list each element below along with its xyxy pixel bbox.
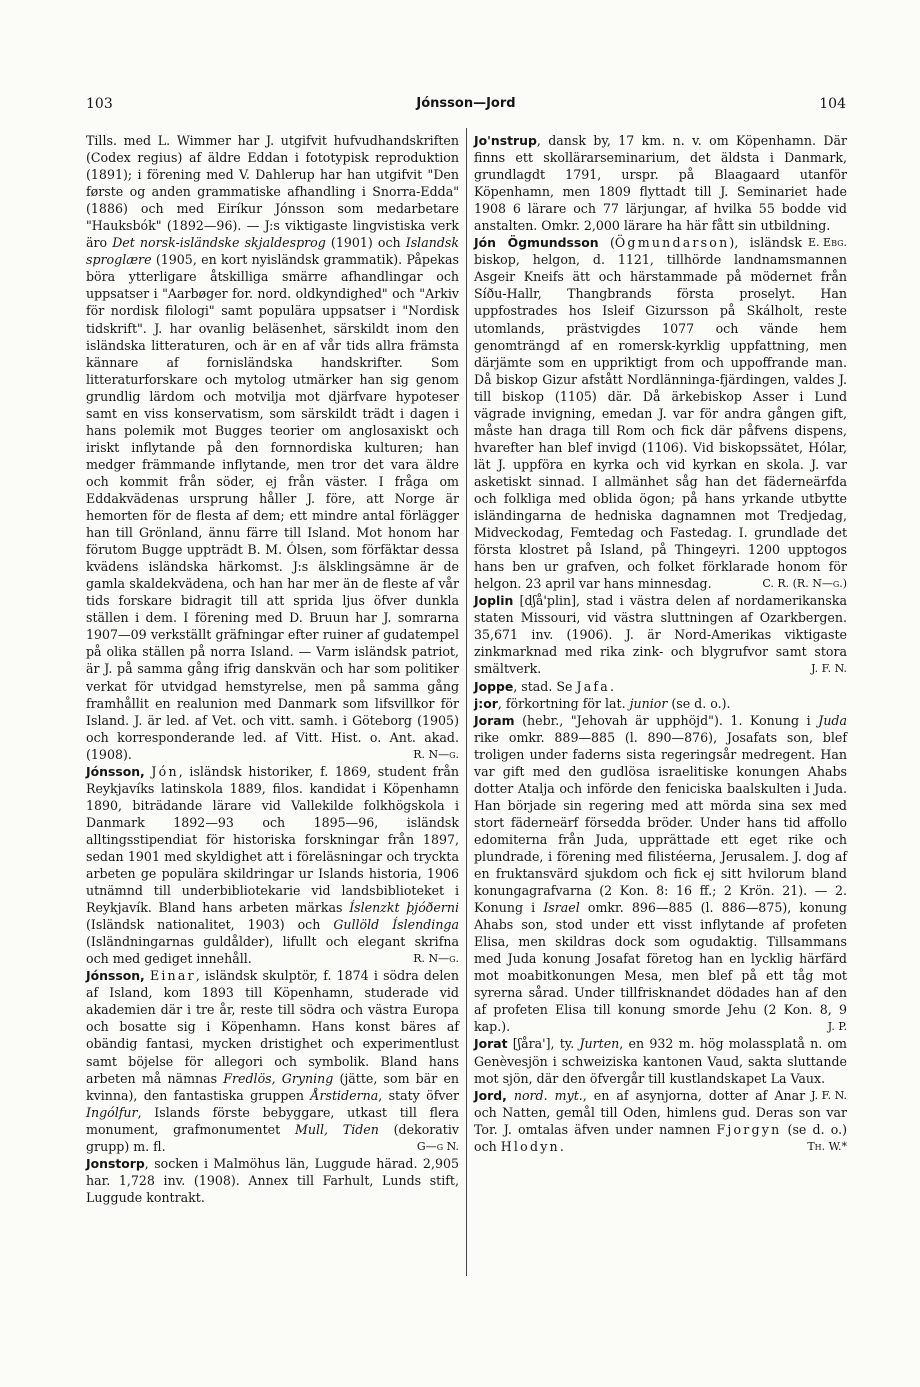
signature: C. R. (R. N—g.) <box>762 577 847 591</box>
running-title: Jónsson—Jord <box>416 96 516 111</box>
entry-joppe: Joppe, stad. Se Jafa. <box>474 678 615 694</box>
headword: Joppe <box>474 678 514 694</box>
headword: Jónsson, <box>86 968 145 984</box>
signature: J. P. <box>827 1020 847 1034</box>
headword: Joplin <box>474 593 514 609</box>
signature: R. N—g. <box>413 952 459 966</box>
headword: Jorat <box>474 1036 508 1052</box>
headword: Jónsson, <box>86 763 145 779</box>
entry-jonstorp: Jonstorp, socken i Malmöhus län, Luggude härad. 2,905 har. 1,728 inv. (1908). Annex till Farhult, Lunds stift, Luggude kontrakt. <box>86 1155 459 1205</box>
headword: Jonstorp <box>86 1155 145 1171</box>
right-page-number: 104 <box>819 96 846 112</box>
headword: Jo'nstrup <box>474 133 537 148</box>
entry-jonstrup: Jo'nstrup, dansk by, 17 km. n. v. om Köpenhamn. Där finns ett skollärarseminarium, det äldsta i Danmark, grundlagdt 1791, urspr. på Blaagaard utanför Köpenhamn, men 1809 flyttadt till J. Seminariet hade 1908 6 lärare och 77 lärjungar, af hvilka 55 bodde vid anstalten. Omkr. 2,000 lärare ha här fått sin utbildning. E. Ebg. <box>474 132 847 234</box>
headword: Jón Ögmundsson <box>474 235 599 251</box>
headword: j:or <box>474 695 498 711</box>
column-divider <box>466 128 467 1276</box>
signature: Th. W.* <box>807 1139 847 1153</box>
signature: J. F. N. <box>811 1088 847 1102</box>
left-column <box>86 132 459 1206</box>
signature: J. F. N. <box>811 662 847 676</box>
signature: R. N—g. <box>413 747 459 761</box>
entry-joram: Joram (hebr., "Jehovah är upphöjd"). 1. Konung i Juda rike omkr. 889—885 (l. 890—876), Josafats son, blef troligen under faderns sista regeringsår medregent. Han var gift med den gudlösa israelitiske konungen Ahabs dotter Atalja och införde den feniciska baalskulten i Juda. Han började sin regering med att mörda sina sex med stort fäderneärf försedda bröder. Under hans tid affollo edomiterna från Juda, upprättade ett eget rike och plundrade, i förening med filistéerna, Jerusalem. J. dog af en fruktansvärd sjukdom och fick ej sitt hvilorum bland konungagrafvarna (2 Kon. 8: 16 ff.; 2 Krön. 21). — 2. Konung i Israel omkr. 896—885 (l. 886—875), konung Ahabs son, stod under ett visst inflytande af profeten Elisa, men skildras dock som ogudaktig. Tillsammans med Juda konung Josafat företog han en lycklig härfärd mot moabitkonungen Mesa, men blef på ett tåg mot syrerna sårad. Under tillfrisknandet dödades han af den af profeten Elisa till konung smorde Jehu (2 Kon. 8, 9 kap.). J. P. <box>474 712 847 1035</box>
entry-jonsson-jon: Jónsson, Jón, isländsk historiker, f. 1869, student från Reykjavíks latinskola 1889, filos. kandidat i Köpenhamn 1890, biträdande lärare vid Vallekilde folkhögskola i Danmark 1892—93 och 1895—96, isländsk alltingsstipendiat för historiska forskningar från 1897, sedan 1901 med skyldighet att i föreläsningar och tryckta arbeten ge populära skildringar ur Islands historia, 1906 utnämnd till underbibliotekarie vid landsbiblioteket i Reykjavík. Bland hans arbeten märkas Íslenzkt þjóðerni (Isländsk nationalitet, 1903) och Gullöld Íslendinga (Isländningarnas guldålder), lifullt och elegant skrifna och med gediget innehåll. R. N—g. <box>86 763 460 967</box>
entry-jonsson-finnur-continued: Tills. med L. Wimmer har J. utgifvit hufvudhandskriften (Codex regius) af äldre Eddan i fototypisk reproduktion (1891); i förening med V. Dahlerup har han utgifvit "Den første og anden grammatiske afhandling i Snorra-Edda" (1886) och med Eiríkur Jónsson som medarbetare "Hauksbók" (1892—96). — J:s viktigaste lingvistiska verk äro Det norsk-isländske skjaldesprog (1901) och Islandsk sproglære (1905, en kort nyisländsk grammatik). Påpekas böra ytterligare åtskilliga smärre afhandlingar och uppsatser i "Aarbøger for. nord. oldkyndighed" och "Arkiv för nordisk filologi" samt populära uppsatser i "Nordisk tidskrift". J. har ovanlig beläsenhet, särskildt inom den isländska litteraturen, och är en af vår tids allra främsta kännare af fornisländska handskrifter. Som litteraturforskare och mytolog utmärker han sig genom grundlig lärdom och motvilja mot djärfvare hypoteser samt en viss konservatism, som särskildt trädt i dagen i hans polemik mot Bugges teorier om anglosaxiskt och iriskt inflytande på den fornnordiska kulturen; han medger främmande inflytande, men tror det vara äldre och kommit från söder, ej från väster. I fråga om Eddakvädenas ursprung håller J. före, att Norge är hemorten för de flesta af dem; ett mindre antal förlägger han till Grönland, ännu färre till Island. Mot honom har förutom Bugge uppträdt B. M. Ólsen, som förfäktar dessa kvädens isländska härkomst. J:s älsklingsämne är de gamla skaldekvädena, och han har mer än de fleste af vår tids forskare bidragit till att sprida ljus öfver dunkla ställen i dem. I förening med D. Bruun har J. somrarna 1907—09 verkställt gräfningar efter ruiner af gudatempel på olika ställen på norra Island. — Varm isländsk patriot, är J. på samma gång ifrig danskvän och har som politiker verkat för utvidgad hemstyrelse, men på samma gång framhållit en realunion med Danmark som lifsvillkor för Island. J. är led. af Vet. och vitt. samh. i Göteborg (1905) och korresponderande led. af Vitt. Hist. o. Ant. akad. (1908). R. N—g. <box>86 133 459 762</box>
entry-jorat: Jorat [ʃåra'], ty. Jurten, en 932 m. hög molassplatå n. om Genèvesjön i schweiziska kantonen Vaud, sakta sluttande mot sjön, där den öfvergår till kustlandskapet La Vaux. J. F. N. <box>474 1035 847 1086</box>
signature: G—g N. <box>416 1139 459 1153</box>
right-column <box>474 132 847 1155</box>
page-header <box>86 96 846 116</box>
entry-jor: j:or, förkortning för lat. junior (se d. o.). <box>474 695 731 711</box>
signature: E. Ebg. <box>808 236 847 250</box>
entry-jord: Jord, nord. myt., en af asynjorna, dotter af Anar och Natten, gemål till Oden, himlens gud. Deras son var Tor. J. omtalas äfven under namnen Fjorgyn (se d. o.) och Hlodyn. Th. W.* <box>474 1087 848 1154</box>
entry-jonsson-einar: Jónsson, Einar, isländsk skulptör, f. 1874 i södra delen af Island, kom 1893 till Köpenhamn, studerade vid akademien där i tre år, reste till södra och västra Europa och bosatte sig i Köpenhamn. Hans konst bäres af obändig fantasi, mycken dristighet och experimentlust samt böjelse för allegori och symbolik. Bland hans arbeten må nämnas Fredlös, Gryning (jätte, som bär en kvinna), den fantastiska gruppen Årstiderna, staty öfver Ingólfur, Islands förste bebyggare, utkast till flera monument, grafmonumentet Mull, Tiden (dekorativ grupp) m. fl. G—g N. <box>86 968 460 1154</box>
headword: Joram <box>474 712 515 728</box>
headword: Jord, <box>474 1087 507 1103</box>
left-page-number: 103 <box>86 96 113 112</box>
entry-jon-ogmundsson: Jón Ögmundsson (Ögmundarson), isländsk biskop, helgon, d. 1121, tillhörde landnamsmannen Asgeir Kneifs ätt och härstammade på mödernet från Síðu-Hallr, Thangbrands första proselyt. Han uppfostrades hos Isleif Gizursson på Skálholt, reste utomlands, prästvigdes 1077 och vände hem genomträngd af en romersk-kyrklig uppfattning, men därjämte som en uppriktigt from och uppoffrande man. Då biskop Gizur afstått Nordlänninga-fjärdingen, valdes J. till biskop (1105) där. Då ärkebiskop Asser i Lund vägrade invigning, emedan J. var för andra gången gift, måste han draga till Rom och fick där påfvens dispens, hvarefter han blef invigd (1106). Vid biskopssätet, Hólar, lät J. uppföra en kyrka och vid kyrkan en skola. J. var asketiskt sinnad. I allmänhet såg han det fäderneärfda och folkliga med oblida ögon; på hans yrkande utbytte isländingarna de hedniska dagnamnen mot Tredjedag, Midveckodag, Femtedag och Fastedag. I. grundlade det första klostret på Island, på Thingeyri. 1200 upptogos hans ben ur grafven, och folket förklarade honom för helgon. 23 april var hans minnesdag. C. R. (R. N—g.) <box>474 235 847 592</box>
entry-joplin: Joplin [dʃå'plin], stad i västra delen af nordamerikanska staten Missouri, vid västra sluttningen af Ozarkbergen. 35,671 inv. (1906). J. är Nord-Amerikas viktigaste zinkmarknad med rika zink- och blygrufvor samt stora smältverk. J. F. N. <box>474 593 847 677</box>
